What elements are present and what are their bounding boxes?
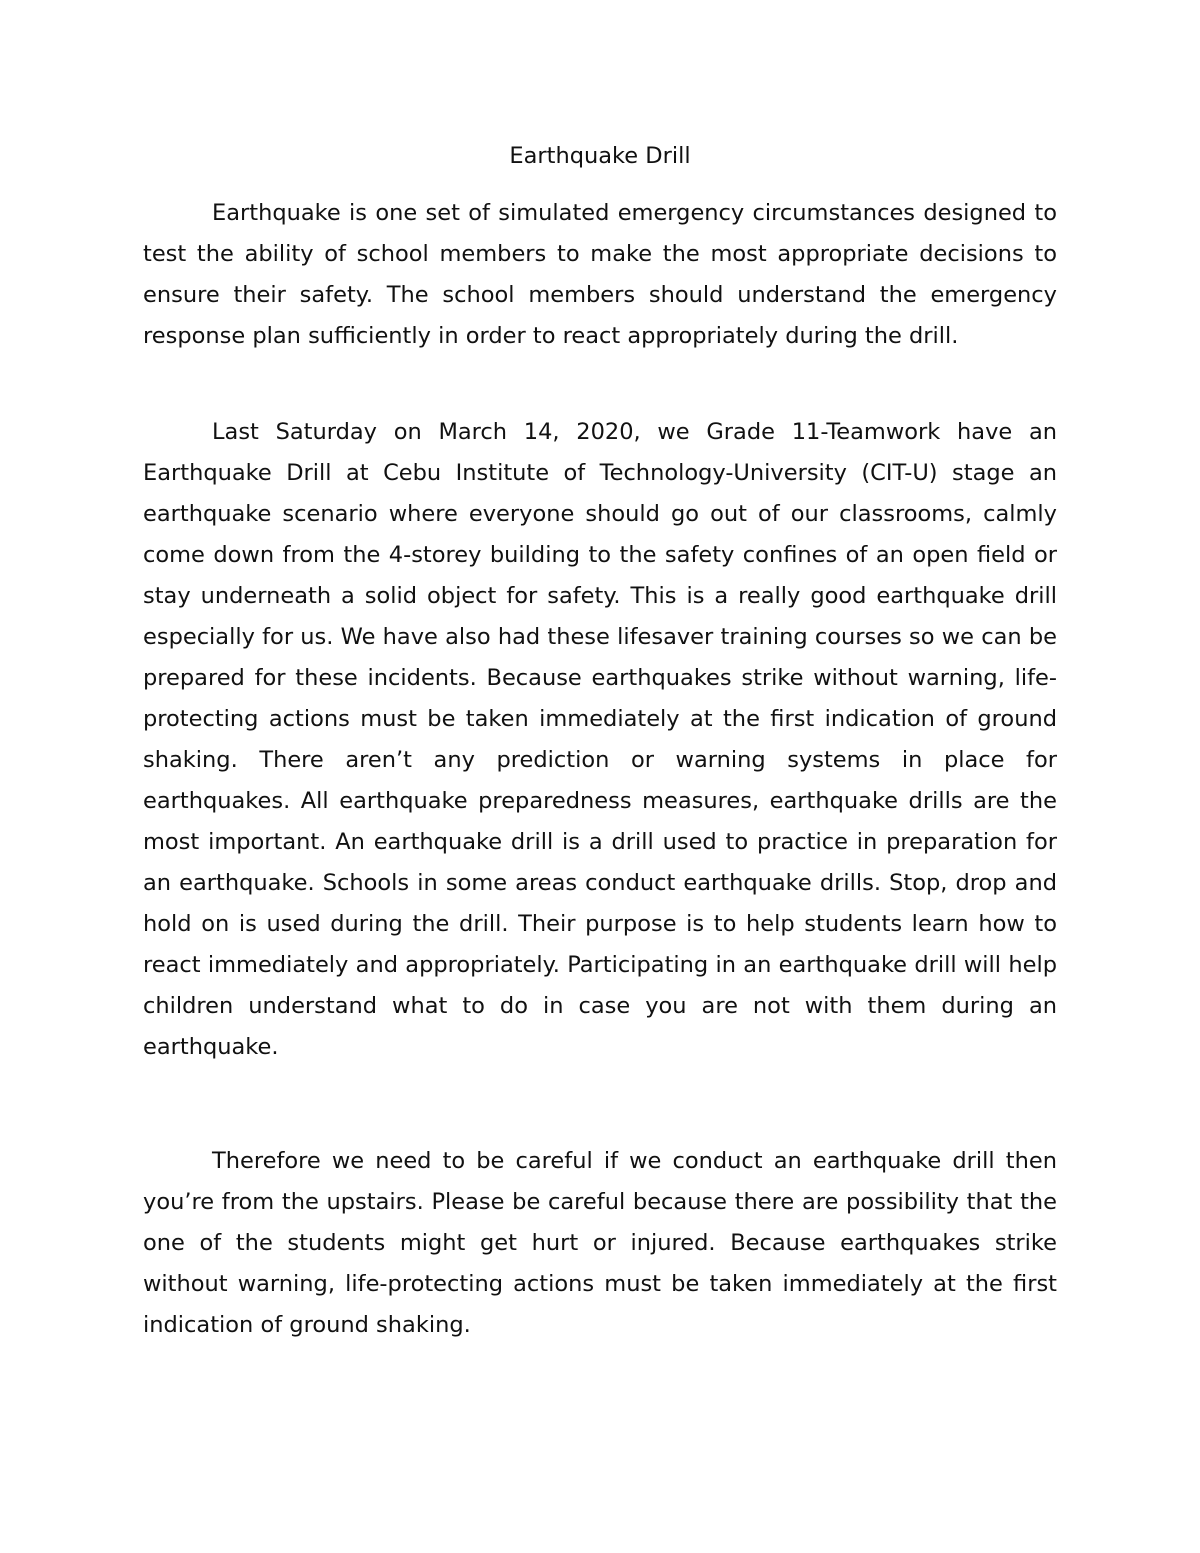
paragraph-drill-account: Last Saturday on March 14, 2020, we Grade 11-Teamwork have an Earthquake Drill at Cebu Institute of Technology-University (CIT-U) stage an earthquake scenario where everyone should go out of our classrooms, calmly come down from the 4-storey building to the safety confines of an open field or stay underneath a solid object for safety. This is a really good earthquake drill especially for us. We have also had these lifesaver training courses so we can be prepared for these incidents. Because earthquakes strike without warning, life-protecting actions must be taken immediately at the first indication of ground shaking. There aren’t any prediction or warning systems in place for earthquakes. All earthquake preparedness measures, earthquake drills are the most important. An earthquake drill is a drill used to practice in preparation for an earthquake. Schools in some areas conduct earthquake drills. Stop, drop and hold on is used during the drill. Their purpose is to help students learn how to react immediately and appropriately. Participating in an earthquake drill will help children understand what to do in case you are not with them during an earthquake.	[143, 419, 1057, 1060]
document-title: Earthquake Drill	[509, 143, 691, 169]
paragraph-intro: Earthquake is one set of simulated emergency circumstances designed to test the ability of school members to make the most appropriate decisions to ensure their safety. The school members should understand the emergency response plan sufficiently in order to react appropriately during the drill.	[143, 200, 1057, 349]
paragraph-conclusion: Therefore we need to be careful if we conduct an earthquake drill then you’re from the upstairs. Please be careful because there are possibility that the one of the students might get hurt or injured. Because earthquakes strike without warning, life-protecting actions must be taken immediately at the first indication of ground shaking.	[143, 1148, 1057, 1338]
